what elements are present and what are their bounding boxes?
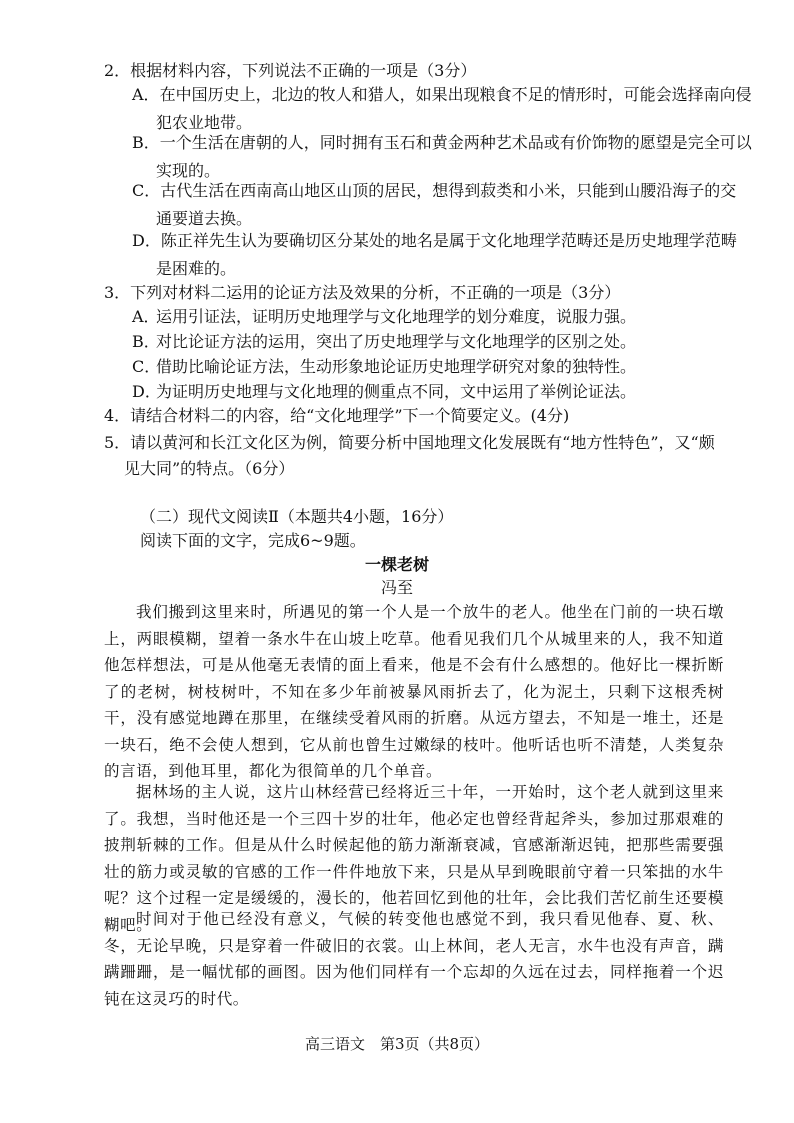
article-title: 一棵老树 [364, 555, 429, 574]
question-2-stem: 2．根据材料内容，下列说法不正确的一项是（3分） [104, 61, 477, 80]
option-text: 陈正祥先生认为要确切区分某处的地名是属于文化地理学范畴还是历史地理学范畴是困难的。 [156, 231, 737, 278]
question-2-option-d [132, 227, 752, 283]
question-3-stem: 3．下列对材料二运用的论证方法及效果的分析，不正确的一项是（3分） [104, 283, 621, 302]
option-letter: B． [132, 133, 160, 152]
section-title: （二）现代文阅读Ⅱ（本题共4小题，16分） [140, 507, 454, 526]
option-letter: D． [132, 382, 161, 401]
question-2-option-c [132, 177, 752, 233]
option-letter: A． [132, 307, 160, 326]
article-paragraph-1: 我们搬到这里来时，所遇见的第一个人是一个放牛的老人。他坐在门前的一块石墩上，两眼模糊，望着一条水牛在山坡上吃草。他看见我们几个从城里来的人，我不知道他怎样想法，可是从他毫无表情的面上看来，他是不会有什么感想的。他好比一棵折断了的老树，树枝树叶，不知在多少年前被暴风雨折去了，化为泥土，只剩下这根秃树干，没有感觉地蹲在那里，在继续受着风雨的折磨。从远方望去，不知是一堆土，还是一块石，绝不会使人想到，它从前也曾生过嫩绿的枝叶。他听话也听不清楚，人类复杂的言语，到他耳里，都化为很简单的几个单音。 [104, 603, 724, 780]
option-text: 运用引证法，证明历史地理学与文化地理学的划分难度，说服力强。 [156, 307, 637, 326]
option-letter: B． [132, 332, 160, 351]
option-text: 借助比喻论证方法，生动形象地论证历史地理学研究对象的独特性。 [156, 357, 637, 376]
option-letter: C． [132, 357, 161, 376]
question-5: 5．请以黄河和长江文化区为例，简要分析中国地理文化发展既有“地方性特色”，又“颇见大同”的特点。（6分） [104, 433, 715, 478]
question-4: 4．请结合材料二的内容，给“文化地理学”下一个简要定义。(4分) [104, 406, 570, 425]
option-letter: A． [132, 85, 160, 104]
option-text: 为证明历史地理与文化地理的侧重点不同，文中运用了举例论证法。 [156, 382, 637, 401]
question-3-option-d [132, 379, 724, 405]
option-text: 古代生活在西南高山地区山顶的居民，想得到菽类和小米，只能到山腰沿海子的交通要道去换。 [156, 181, 737, 228]
option-letter: C． [132, 181, 161, 200]
option-text: 在中国历史上，北边的牧人和猎人，如果出现粮食不足的情形时，可能会选择南向侵犯农业地带。 [156, 85, 752, 132]
article-paragraph-2: 据林场的主人说，这片山林经营已经将近三十年，一开始时，这个老人就到这里来了。我想，当时他还是一个三四十岁的壮年，他必定也曾经背起斧头，参加过那艰难的披荆斩棘的工作。但是从什么时候起他的筋力渐渐衰减，官感渐渐迟钝，把那些需要强壮的筋力或灵敏的官感的工作一件件地放下来，只是从早到晚眼前守着一只笨拙的水牛呢？这个过程一定是缓缓的，漫长的，他若回忆到他的壮年，会比我们苦忆前生还要模糊吧。 [104, 783, 724, 934]
question-3-option-a [132, 304, 724, 330]
article-author: 冯至 [380, 578, 413, 597]
option-text: 对比论证方法的运用，突出了历史地理学与文化地理学的区别之处。 [156, 332, 637, 351]
question-3-option-c [132, 354, 724, 380]
page-footer: 高三语文 第3页（共8页） [304, 1035, 490, 1053]
question-3-option-b [132, 329, 724, 355]
article-paragraph-3: 时间对于他已经没有意义，气候的转变他也感觉不到，我只看见他春、夏、秋、冬，无论早晚，只是穿着一件破旧的衣裳。山上林间，老人无言，水牛也没有声音，蹒蹒跚跚，是一幅忧郁的画图。因为他们同样有一个忘却的久远在过去，同样拖着一个迟钝在这灵巧的时代。 [104, 910, 724, 1008]
option-letter: D． [132, 231, 161, 250]
section-instruction: 阅读下面的文字，完成6~9题。 [140, 531, 366, 550]
option-text: 一个生活在唐朝的人，同时拥有玉石和黄金两种艺术品或有价饰物的愿望是完全可以实现的。 [156, 133, 752, 180]
